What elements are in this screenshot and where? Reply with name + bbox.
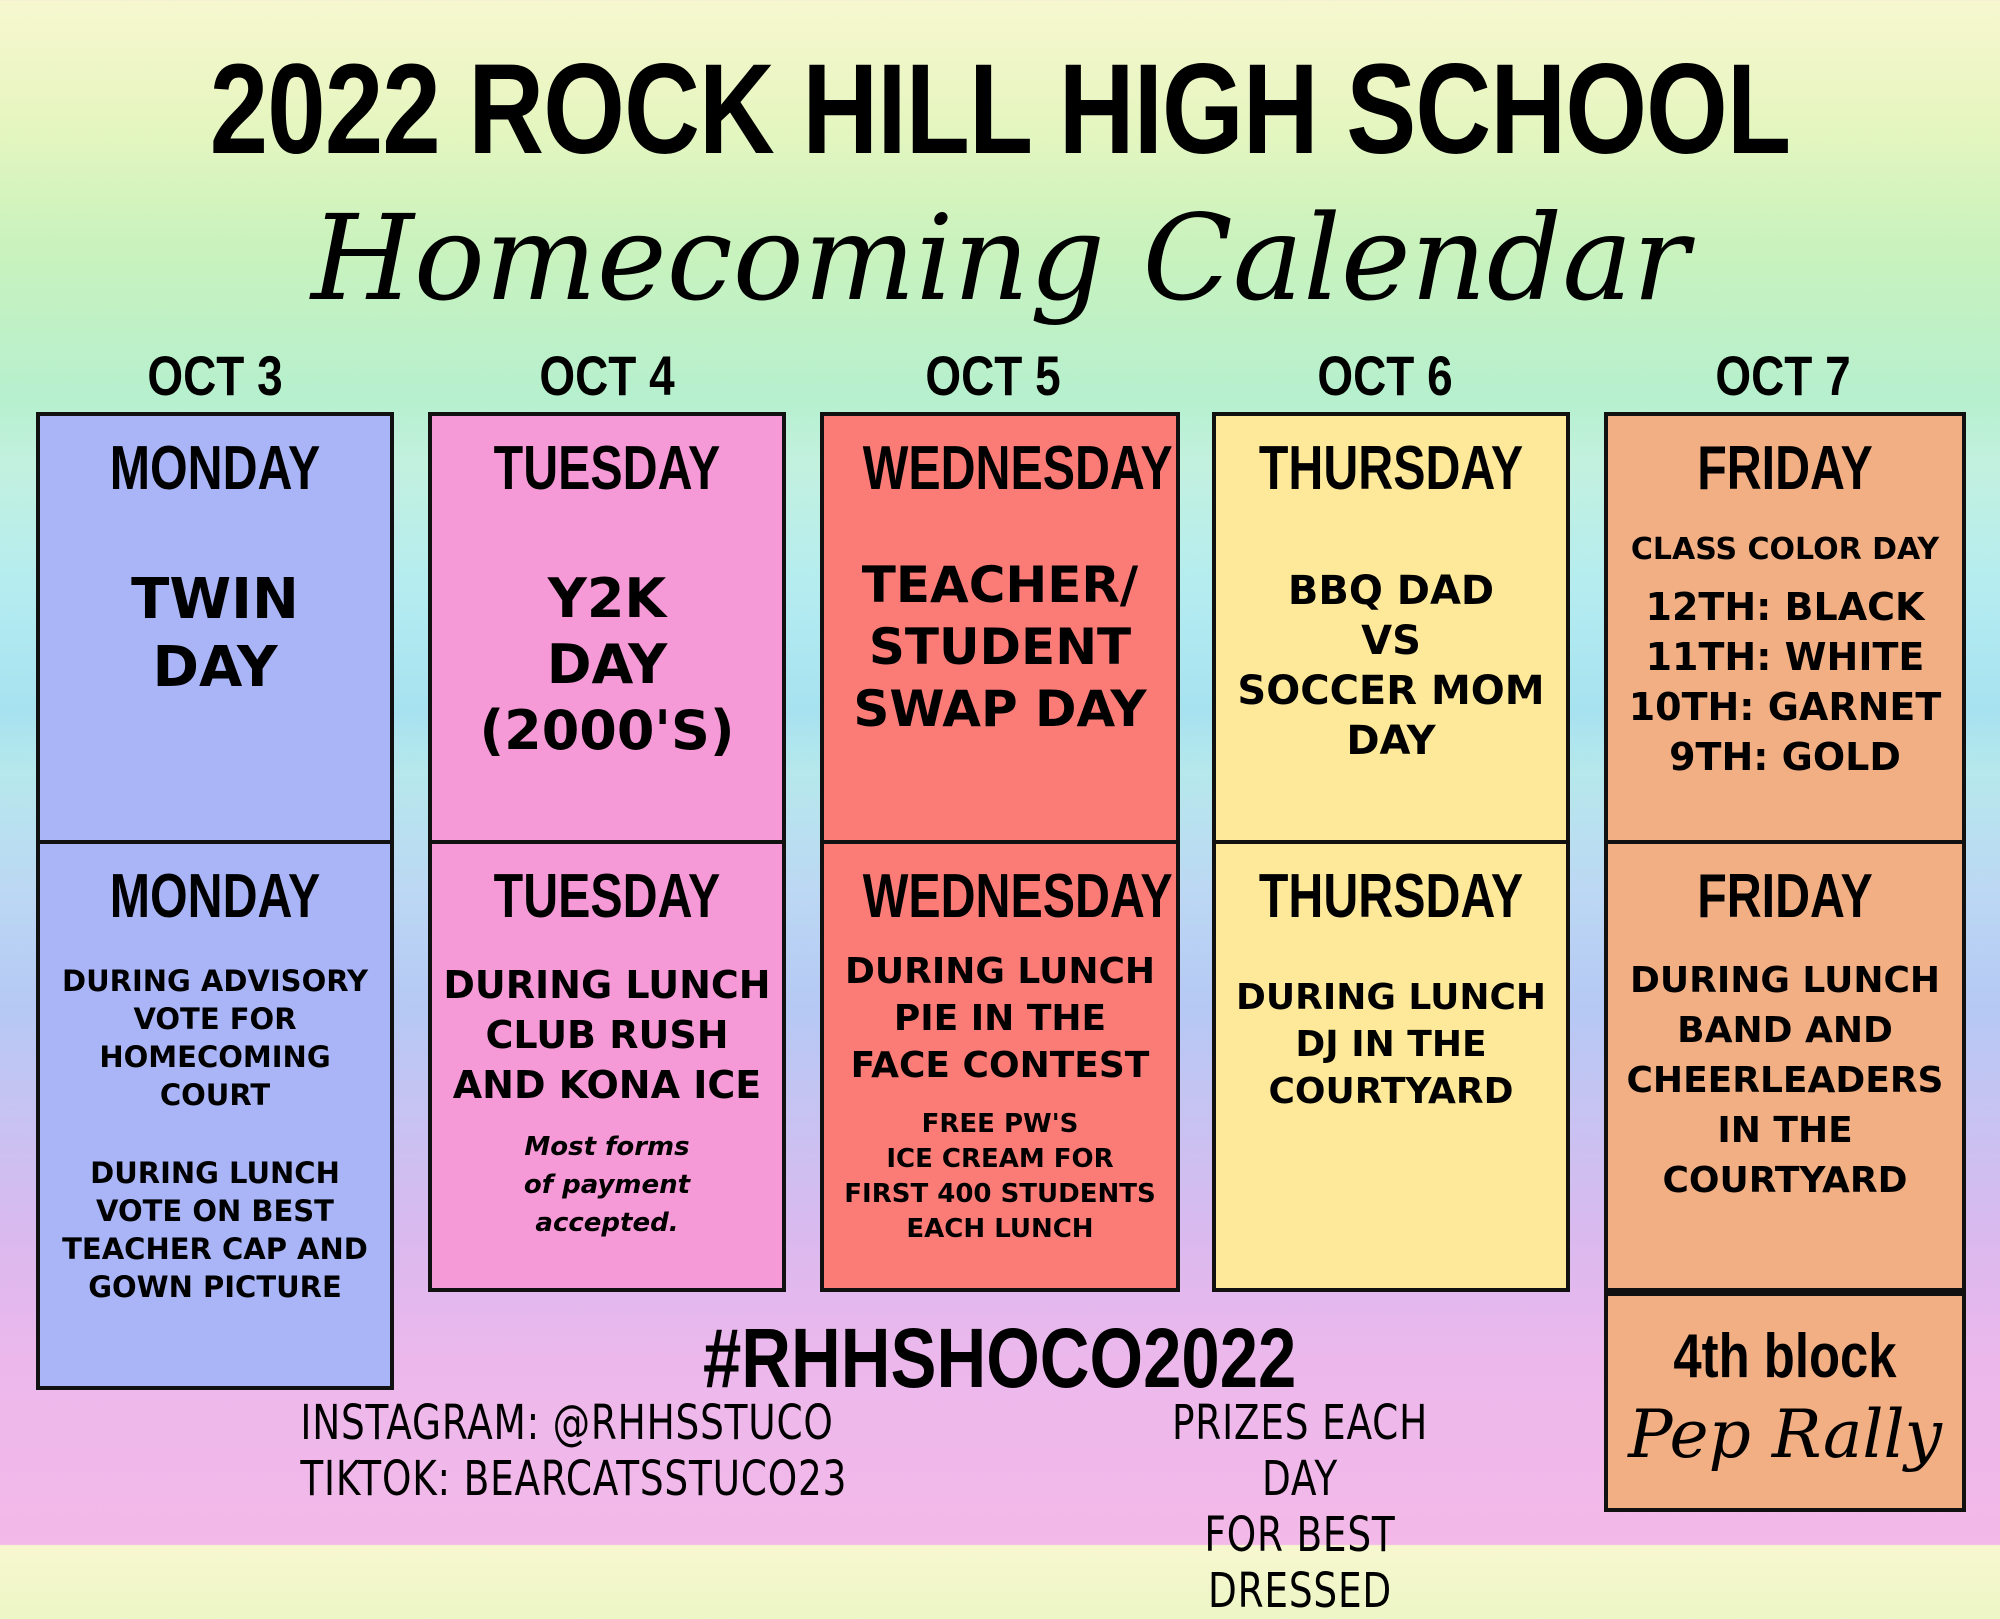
page-title: 2022 ROCK HILL HIGH SCHOOL <box>209 38 1791 181</box>
event-text-2: DURING LUNCH VOTE ON BEST TEACHER CAP AND GOWN PICTURE <box>62 1156 368 1304</box>
theme-text: TEACHER/ STUDENT SWAP DAY <box>853 556 1147 738</box>
tiktok-handle: TIKTOK: BEARCATSSTUCO23 <box>300 1451 848 1507</box>
day-label: THURSDAY <box>1258 862 1524 931</box>
day-label: TUESDAY <box>493 434 721 503</box>
instagram-handle: INSTAGRAM: @RHHSSTUCO <box>300 1395 834 1451</box>
pep-rally-title: Pep Rally <box>1628 1396 1942 1473</box>
day-label: FRIDAY <box>1697 862 1873 931</box>
page-subtitle: Homecoming Calendar <box>311 189 1689 327</box>
hashtag: #RHHSHOCO2022 <box>703 1311 1297 1405</box>
theme-box-monday <box>36 412 394 844</box>
social-handles <box>300 1395 848 1507</box>
day-label: TUESDAY <box>493 862 721 931</box>
day-label: MONDAY <box>109 862 321 931</box>
day-label: WEDNESDAY <box>862 434 1173 503</box>
theme-text: Y2K DAY (2000'S) <box>479 567 735 762</box>
theme-box-wednesday <box>820 412 1180 844</box>
ice-cream-note: FREE PW'S ICE CREAM FOR FIRST 400 STUDENTS EACH LUNCH <box>844 1109 1156 1244</box>
day-label: THURSDAY <box>1258 434 1524 503</box>
date-oct-4: OCT 4 <box>539 344 675 407</box>
day-label: MONDAY <box>109 434 321 503</box>
theme-text: TWIN DAY <box>131 567 299 700</box>
class-color: 10TH: GARNET <box>1628 685 1942 729</box>
event-box-thursday <box>1212 840 1570 1292</box>
theme-text: BBQ DAD VS SOCCER MOM DAY <box>1237 568 1545 764</box>
pep-rally-time: 4th block <box>1673 1322 1897 1391</box>
event-text: DURING ADVISORY VOTE FOR HOMECOMING COURT <box>62 964 368 1112</box>
class-color: 12TH: BLACK <box>1645 585 1925 629</box>
theme-box-friday <box>1604 412 1966 844</box>
event-box-tuesday <box>428 840 786 1292</box>
theme-box-tuesday <box>428 412 786 844</box>
class-color: 11TH: WHITE <box>1645 635 1925 679</box>
event-box-friday <box>1604 840 1966 1292</box>
event-text: DURING LUNCH BAND AND CHEERLEADERS IN THE COURTYARD <box>1626 960 1944 1201</box>
date-oct-5: OCT 5 <box>925 344 1061 407</box>
date-oct-3: OCT 3 <box>147 344 283 407</box>
event-text: DURING LUNCH DJ IN THE COURTYARD <box>1235 977 1546 1112</box>
day-label: WEDNESDAY <box>862 862 1173 931</box>
event-box-wednesday <box>820 840 1180 1292</box>
event-text: DURING LUNCH CLUB RUSH AND KONA ICE <box>443 963 771 1107</box>
day-label: FRIDAY <box>1697 434 1873 503</box>
date-oct-7: OCT 7 <box>1715 344 1851 407</box>
event-text: DURING LUNCH PIE IN THE FACE CONTEST <box>844 951 1155 1086</box>
payment-note: Most forms of payment accepted. <box>523 1132 691 1238</box>
date-oct-6: OCT 6 <box>1317 344 1453 407</box>
event-box-monday <box>36 840 394 1390</box>
pep-rally-box <box>1604 1292 1966 1512</box>
class-color: 9TH: GOLD <box>1669 735 1901 779</box>
theme-text: CLASS COLOR DAY <box>1630 532 1940 567</box>
theme-box-thursday <box>1212 412 1570 844</box>
prizes-note: PRIZES EACH DAY FOR BEST DRESSED <box>1171 1395 1429 1619</box>
